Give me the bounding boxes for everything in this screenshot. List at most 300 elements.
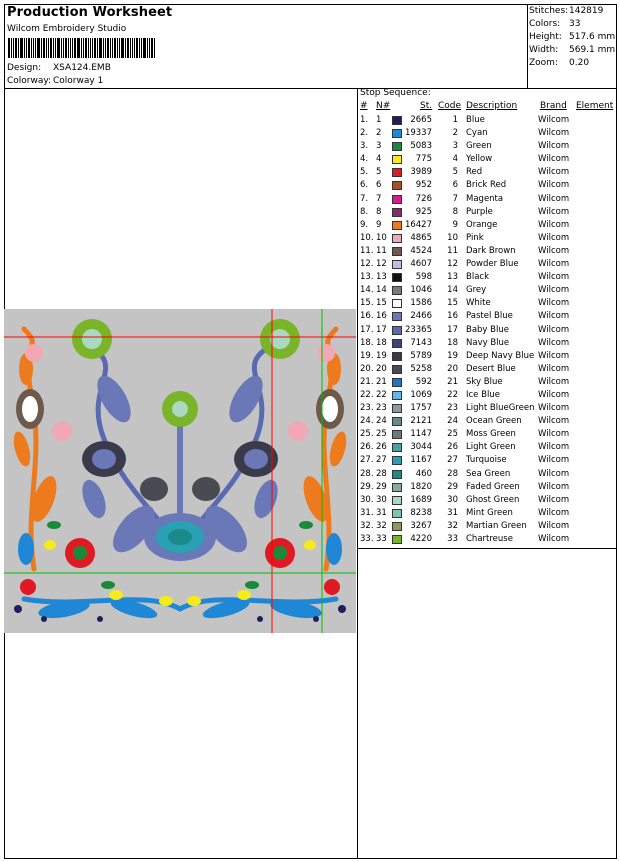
row-stitches: 2466 — [410, 311, 432, 322]
col-header-n: N# — [376, 101, 391, 111]
row-code: 8 — [452, 206, 458, 217]
barcode-bar — [103, 38, 104, 58]
row-needle: 20 — [376, 363, 387, 374]
row-index: 23. — [360, 403, 374, 414]
barcode-bar — [15, 38, 17, 58]
barcode-bar — [48, 38, 49, 58]
row-index: 12. — [360, 259, 374, 270]
barcode-bar — [110, 38, 111, 58]
row-needle: 31 — [376, 507, 387, 518]
row-code: 4 — [452, 154, 458, 165]
row-code: 29 — [447, 481, 458, 492]
row-needle: 26 — [376, 442, 387, 453]
row-stitches: 460 — [415, 468, 432, 479]
row-description: Black — [466, 272, 489, 283]
design-preview — [4, 309, 356, 633]
row-index: 1. — [360, 115, 369, 125]
col-header-code: Code — [438, 101, 462, 111]
design-label: Design: — [7, 63, 42, 73]
barcode — [8, 38, 156, 58]
row-brand: Wilcom — [538, 311, 570, 322]
row-description: Ice Blue — [466, 389, 500, 400]
row-description: Pastel Blue — [466, 311, 513, 322]
color-swatch — [392, 352, 402, 361]
barcode-bar — [13, 38, 14, 58]
color-swatch — [392, 509, 402, 518]
col-header-description: Description — [466, 101, 518, 111]
barcode-bar — [74, 38, 76, 58]
row-code: 33 — [447, 534, 458, 544]
row-stitches: 775 — [415, 154, 432, 165]
row-description: Red — [466, 167, 483, 178]
barcode-bar — [85, 38, 87, 58]
row-brand: Wilcom — [538, 468, 570, 479]
row-stitches: 23365 — [404, 324, 432, 335]
row-brand: Wilcom — [538, 180, 570, 191]
row-stitches: 8238 — [410, 507, 432, 518]
row-stitches: 19337 — [404, 128, 432, 139]
row-brand: Wilcom — [538, 520, 570, 531]
row-code: 16 — [447, 311, 458, 322]
row-needle: 15 — [376, 298, 387, 309]
barcode-bar — [132, 38, 133, 58]
row-index: 14. — [360, 285, 374, 296]
stat-height: Height: 517.6 mm — [529, 32, 616, 42]
row-needle: 30 — [376, 494, 387, 505]
row-code: 12 — [447, 259, 458, 270]
row-code: 23 — [447, 403, 458, 414]
design-value: XSA124.EMB — [53, 63, 111, 73]
barcode-bar — [119, 38, 120, 58]
row-description: Dark Brown — [466, 245, 516, 256]
row-index: 8. — [360, 206, 369, 217]
barcode-bar — [88, 38, 89, 58]
row-index: 25. — [360, 429, 374, 440]
row-brand: Wilcom — [538, 128, 570, 139]
row-needle: 13 — [376, 272, 387, 283]
barcode-bar — [97, 38, 98, 58]
row-needle: 33 — [376, 534, 387, 544]
row-stitches: 5258 — [410, 363, 432, 374]
row-code: 17 — [447, 324, 458, 335]
row-code: 18 — [447, 337, 458, 348]
row-brand: Wilcom — [538, 154, 570, 165]
barcode-bar — [105, 38, 106, 58]
row-brand: Wilcom — [538, 298, 570, 309]
stat-colors: Colors: 33 — [529, 19, 581, 29]
row-brand: Wilcom — [538, 272, 570, 283]
row-code: 10 — [447, 232, 458, 243]
col-header-brand: Brand — [540, 101, 567, 111]
row-stitches: 3044 — [410, 442, 432, 453]
color-swatch — [392, 221, 402, 230]
row-brand: Wilcom — [538, 481, 570, 492]
row-index: 7. — [360, 193, 369, 204]
row-needle: 10 — [376, 232, 387, 243]
stat-width: Width: 569.1 mm — [529, 45, 616, 55]
barcode-bar — [127, 38, 129, 58]
row-description: Powder Blue — [466, 259, 519, 270]
stat-stitches: Stitches:142819 — [529, 6, 604, 16]
row-stitches: 1147 — [410, 429, 432, 440]
row-needle: 27 — [376, 455, 387, 466]
col-header-element: Element — [576, 101, 614, 111]
row-code: 2 — [452, 128, 458, 139]
row-brand: Wilcom — [538, 219, 570, 230]
color-swatch — [392, 168, 402, 177]
barcode-bar — [94, 38, 96, 58]
row-brand: Wilcom — [538, 403, 570, 414]
row-description: Sky Blue — [466, 376, 503, 387]
barcode-bar — [70, 38, 71, 58]
barcode-bar — [35, 38, 36, 58]
row-needle: 21 — [376, 376, 387, 387]
row-brand: Wilcom — [538, 193, 570, 204]
barcode-bar — [143, 38, 146, 58]
barcode-bar — [31, 38, 32, 58]
row-index: 26. — [360, 442, 374, 453]
row-brand: Wilcom — [538, 259, 570, 270]
row-code: 27 — [447, 455, 458, 466]
color-swatch — [392, 286, 402, 295]
row-description: Purple — [466, 206, 493, 217]
row-code: 13 — [447, 272, 458, 283]
barcode-bar — [37, 38, 40, 58]
row-stitches: 1069 — [410, 389, 432, 400]
barcode-bar — [114, 38, 116, 58]
row-stitches: 3989 — [410, 167, 432, 178]
stats-panel — [527, 4, 617, 89]
row-index: 4. — [360, 154, 369, 165]
barcode-bar — [33, 38, 34, 58]
color-swatch — [392, 391, 402, 400]
color-swatch — [392, 456, 402, 465]
row-brand: Wilcom — [538, 455, 570, 466]
barcode-bar — [63, 38, 64, 58]
barcode-bar — [99, 38, 102, 58]
row-needle: 32 — [376, 520, 387, 531]
row-stitches: 1586 — [410, 298, 432, 309]
header-panel — [4, 4, 528, 89]
color-swatch — [392, 417, 402, 426]
row-needle: 8 — [376, 206, 382, 217]
row-needle: 6 — [376, 180, 382, 191]
barcode-bar — [53, 38, 54, 58]
row-code: 1 — [452, 115, 458, 125]
row-brand: Wilcom — [538, 507, 570, 518]
row-code: 9 — [452, 219, 458, 230]
row-description: Blue — [466, 115, 485, 125]
row-index: 29. — [360, 481, 374, 492]
row-code: 31 — [447, 507, 458, 518]
row-stitches: 1167 — [410, 455, 432, 466]
row-needle: 4 — [376, 154, 382, 165]
barcode-bar — [41, 38, 42, 58]
row-stitches: 3267 — [410, 520, 432, 531]
color-swatch — [392, 181, 402, 190]
row-needle: 19 — [376, 350, 387, 361]
row-index: 31. — [360, 507, 374, 518]
row-code: 28 — [447, 468, 458, 479]
company-name: Wilcom Embroidery Studio — [7, 24, 127, 34]
color-swatch — [392, 129, 402, 138]
color-swatch — [392, 535, 402, 544]
row-code: 22 — [447, 389, 458, 400]
row-description: Pink — [466, 232, 484, 243]
barcode-bar — [90, 38, 91, 58]
row-description: Deep Navy Blue — [466, 350, 535, 361]
row-index: 16. — [360, 311, 374, 322]
barcode-bar — [11, 38, 12, 58]
row-brand: Wilcom — [538, 337, 570, 348]
row-needle: 29 — [376, 481, 387, 492]
row-brand: Wilcom — [538, 167, 570, 178]
row-stitches: 2665 — [410, 115, 432, 125]
row-stitches: 2121 — [410, 416, 432, 427]
row-index: 19. — [360, 350, 374, 361]
barcode-bar — [83, 38, 84, 58]
row-stitches: 7143 — [410, 337, 432, 348]
row-stitches: 4607 — [410, 259, 432, 270]
barcode-bar — [68, 38, 69, 58]
row-stitches: 1046 — [410, 285, 432, 296]
row-stitches: 4524 — [410, 245, 432, 256]
color-swatch — [392, 195, 402, 204]
page-title: Production Worksheet — [7, 5, 173, 20]
row-code: 11 — [447, 245, 458, 256]
row-needle: 16 — [376, 311, 387, 322]
row-stitches: 5083 — [410, 141, 432, 152]
barcode-bar — [81, 38, 82, 58]
row-stitches: 1689 — [410, 494, 432, 505]
row-description: Grey — [466, 285, 487, 296]
row-stitches: 4220 — [410, 534, 432, 544]
stop-sequence-title: Stop Sequence: — [360, 88, 431, 98]
row-code: 3 — [452, 141, 458, 152]
color-swatch — [392, 155, 402, 164]
row-stitches: 952 — [415, 180, 432, 191]
row-needle: 24 — [376, 416, 387, 427]
row-needle: 14 — [376, 285, 387, 296]
row-brand: Wilcom — [538, 416, 570, 427]
row-stitches: 5789 — [410, 350, 432, 361]
barcode-bar — [65, 38, 67, 58]
barcode-bar — [55, 38, 56, 58]
row-description: Cyan — [466, 128, 488, 139]
row-description: Martian Green — [466, 520, 527, 531]
row-code: 7 — [452, 193, 458, 204]
barcode-bar — [46, 38, 47, 58]
row-needle: 22 — [376, 389, 387, 400]
row-brand: Wilcom — [538, 442, 570, 453]
barcode-bar — [121, 38, 124, 58]
row-description: Baby Blue — [466, 324, 509, 335]
row-needle: 5 — [376, 167, 382, 178]
row-stitches: 1757 — [410, 403, 432, 414]
row-index: 30. — [360, 494, 374, 505]
row-description: Ocean Green — [466, 416, 522, 427]
color-swatch — [392, 430, 402, 439]
color-swatch — [392, 496, 402, 505]
row-stitches: 592 — [415, 376, 432, 387]
row-index: 3. — [360, 141, 369, 152]
row-needle: 2 — [376, 128, 382, 139]
row-description: Green — [466, 141, 492, 152]
row-description: Light Green — [466, 442, 516, 453]
color-swatch — [392, 116, 402, 125]
row-needle: 9 — [376, 219, 382, 230]
row-code: 19 — [447, 350, 458, 361]
color-swatch — [392, 247, 402, 256]
row-index: 15. — [360, 298, 374, 309]
row-stitches: 1820 — [410, 481, 432, 492]
barcode-bar — [136, 38, 138, 58]
row-stitches: 16427 — [404, 219, 432, 230]
row-index: 20. — [360, 363, 374, 374]
color-swatch — [392, 443, 402, 452]
row-needle: 12 — [376, 259, 387, 270]
row-brand: Wilcom — [538, 389, 570, 400]
row-brand: Wilcom — [538, 534, 570, 544]
row-brand: Wilcom — [538, 245, 570, 256]
color-swatch — [392, 404, 402, 413]
row-code: 32 — [447, 520, 458, 531]
row-description: Yellow — [466, 154, 493, 165]
color-swatch — [392, 470, 402, 479]
barcode-bar — [154, 38, 155, 58]
row-brand: Wilcom — [538, 324, 570, 335]
row-code: 21 — [447, 376, 458, 387]
color-swatch — [392, 365, 402, 374]
row-description: Desert Blue — [466, 363, 516, 374]
row-index: 13. — [360, 272, 374, 283]
row-needle: 28 — [376, 468, 387, 479]
row-index: 22. — [360, 389, 374, 400]
row-code: 15 — [447, 298, 458, 309]
row-brand: Wilcom — [538, 115, 570, 125]
row-index: 10. — [360, 232, 374, 243]
barcode-bar — [28, 38, 30, 58]
row-description: Light BlueGreen — [466, 403, 535, 414]
color-swatch — [392, 234, 402, 243]
row-description: Navy Blue — [466, 337, 510, 348]
barcode-bar — [72, 38, 73, 58]
row-index: 11. — [360, 245, 374, 256]
colorway-info — [7, 76, 103, 86]
colorway-value: Colorway 1 — [53, 76, 104, 86]
row-needle: 23 — [376, 403, 387, 414]
stop-sequence-table — [358, 88, 617, 549]
color-swatch — [392, 208, 402, 217]
row-stitches: 925 — [415, 206, 432, 217]
color-swatch — [392, 312, 402, 321]
color-swatch — [392, 260, 402, 269]
row-description: Brick Red — [466, 180, 507, 191]
row-brand: Wilcom — [538, 141, 570, 152]
barcode-bar — [130, 38, 131, 58]
row-brand: Wilcom — [538, 350, 570, 361]
row-brand: Wilcom — [538, 376, 570, 387]
col-header-num: # — [360, 101, 368, 111]
row-index: 24. — [360, 416, 374, 427]
row-brand: Wilcom — [538, 494, 570, 505]
row-code: 24 — [447, 416, 458, 427]
row-stitches: 726 — [415, 193, 432, 204]
barcode-bar — [147, 38, 148, 58]
row-needle: 17 — [376, 324, 387, 335]
barcode-bar — [117, 38, 118, 58]
barcode-bar — [92, 38, 93, 58]
row-brand: Wilcom — [538, 232, 570, 243]
row-index: 33. — [360, 534, 374, 544]
row-description: Faded Green — [466, 481, 520, 492]
colorway-label: Colorway: — [7, 76, 52, 86]
row-index: 17. — [360, 324, 374, 335]
barcode-bar — [139, 38, 140, 58]
row-index: 18. — [360, 337, 374, 348]
row-brand: Wilcom — [538, 285, 570, 296]
design-info — [7, 63, 111, 73]
row-code: 26 — [447, 442, 458, 453]
row-code: 30 — [447, 494, 458, 505]
row-brand: Wilcom — [538, 363, 570, 374]
row-code: 25 — [447, 429, 458, 440]
barcode-bar — [134, 38, 135, 58]
row-index: 2. — [360, 128, 369, 139]
row-index: 5. — [360, 167, 369, 178]
col-header-stitches: St. — [420, 101, 433, 111]
row-description: Chartreuse — [466, 534, 513, 544]
row-needle: 1 — [376, 115, 382, 125]
barcode-bar — [26, 38, 27, 58]
barcode-bar — [125, 38, 126, 58]
row-index: 6. — [360, 180, 369, 191]
barcode-bar — [20, 38, 23, 58]
stat-zoom: Zoom: 0.20 — [529, 58, 590, 68]
color-swatch — [392, 326, 402, 335]
color-swatch — [392, 339, 402, 348]
row-needle: 11 — [376, 245, 387, 256]
row-needle: 3 — [376, 141, 382, 152]
row-needle: 18 — [376, 337, 387, 348]
row-stitches: 4865 — [410, 232, 432, 243]
row-index: 28. — [360, 468, 374, 479]
row-description: White — [466, 298, 491, 309]
row-stitches: 598 — [415, 272, 432, 283]
barcode-bar — [77, 38, 80, 58]
color-swatch — [392, 378, 402, 387]
barcode-bar — [61, 38, 62, 58]
barcode-bar — [43, 38, 45, 58]
barcode-bar — [50, 38, 52, 58]
row-description: Ghost Green — [466, 494, 520, 505]
row-needle: 7 — [376, 193, 382, 204]
row-needle: 25 — [376, 429, 387, 440]
row-code: 20 — [447, 363, 458, 374]
barcode-bar — [8, 38, 10, 58]
row-description: Moss Green — [466, 429, 516, 440]
row-code: 14 — [447, 285, 458, 296]
color-swatch — [392, 483, 402, 492]
row-code: 5 — [452, 167, 458, 178]
barcode-bar — [141, 38, 142, 58]
barcode-bar — [107, 38, 109, 58]
color-swatch — [392, 522, 402, 531]
color-swatch — [392, 142, 402, 151]
row-code: 6 — [452, 180, 458, 191]
row-description: Orange — [466, 219, 498, 230]
row-index: 21. — [360, 376, 374, 387]
